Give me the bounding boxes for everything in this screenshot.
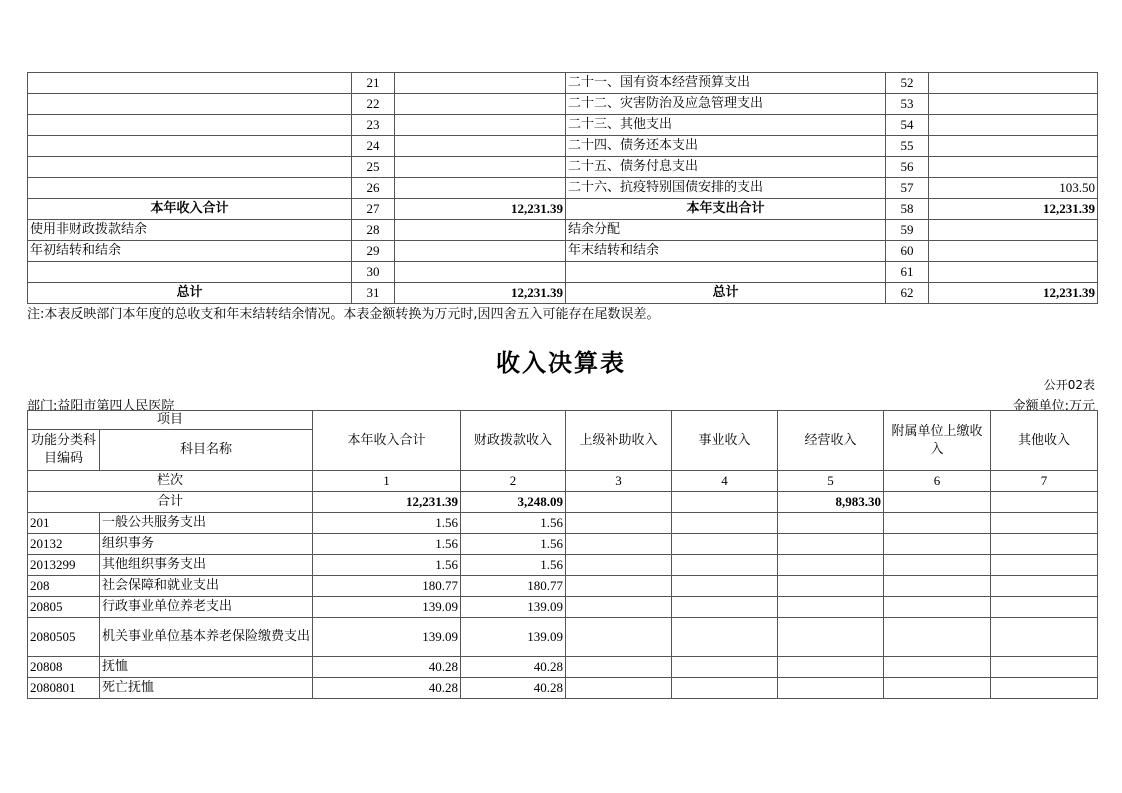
row-left-value <box>395 94 566 115</box>
row-left-number: 25 <box>352 157 395 178</box>
income-value <box>778 657 884 678</box>
income-value <box>778 618 884 657</box>
balance-row <box>28 220 1098 241</box>
income-value <box>672 534 778 555</box>
total-row <box>28 492 1098 513</box>
col-number: 4 <box>672 471 778 492</box>
total-value <box>884 492 991 513</box>
balance-row <box>28 94 1098 115</box>
row-right-number: 52 <box>886 73 929 94</box>
income-value <box>884 618 991 657</box>
income-row <box>28 513 1098 534</box>
income-value <box>991 678 1098 699</box>
income-value <box>991 555 1098 576</box>
row-left-number: 29 <box>352 241 395 262</box>
row-right-value <box>929 220 1098 241</box>
income-value <box>566 597 672 618</box>
income-value <box>778 534 884 555</box>
income-table <box>27 410 1098 699</box>
income-value: 180.77 <box>461 576 566 597</box>
row-right-value <box>929 157 1098 178</box>
subject-name: 机关事业单位基本养老保险缴费支出 <box>100 618 313 657</box>
footnote: 注:本表反映部门本年度的总收支和年末结转结余情况。本表金额转换为万元时,因四舍五入可能存在尾数误差。 <box>27 307 660 322</box>
subject-name: 抚恤 <box>100 657 313 678</box>
income-value <box>884 555 991 576</box>
income-value <box>991 534 1098 555</box>
header-col-7: 其他收入 <box>991 411 1098 471</box>
income-value: 180.77 <box>313 576 461 597</box>
header-item: 项目 <box>28 411 313 430</box>
row-left-label <box>28 73 352 94</box>
row-right-number: 55 <box>886 136 929 157</box>
balance-row <box>28 262 1098 283</box>
row-right-label: 二十三、其他支出 <box>566 115 886 136</box>
header-row <box>28 411 1098 430</box>
income-value: 139.09 <box>313 597 461 618</box>
row-right-value <box>929 136 1098 157</box>
row-left-number: 30 <box>352 262 395 283</box>
income-value <box>884 513 991 534</box>
header-col-4: 事业收入 <box>672 411 778 471</box>
income-value <box>672 576 778 597</box>
income-value <box>991 618 1098 657</box>
row-left-value <box>395 220 566 241</box>
header-col-1: 本年收入合计 <box>313 411 461 471</box>
row-right-number: 53 <box>886 94 929 115</box>
income-value <box>778 597 884 618</box>
income-value: 139.09 <box>313 618 461 657</box>
unit-label: 金额单位:万元 <box>1012 399 1095 414</box>
income-value: 1.56 <box>461 513 566 534</box>
income-value <box>672 657 778 678</box>
row-right-label: 本年支出合计 <box>566 199 886 220</box>
income-value: 139.09 <box>461 618 566 657</box>
income-value <box>778 513 884 534</box>
income-value <box>672 678 778 699</box>
row-right-value <box>929 115 1098 136</box>
row-right-value: 12,231.39 <box>929 283 1098 304</box>
column-number-row <box>28 471 1098 492</box>
subject-code: 20132 <box>28 534 100 555</box>
subject-name: 一般公共服务支出 <box>100 513 313 534</box>
total-value <box>566 492 672 513</box>
subject-code: 2013299 <box>28 555 100 576</box>
row-right-number: 58 <box>886 199 929 220</box>
income-value <box>566 576 672 597</box>
row-right-number: 62 <box>886 283 929 304</box>
income-value: 40.28 <box>313 657 461 678</box>
total-value: 12,231.39 <box>313 492 461 513</box>
header-col-6: 附属单位上缴收入 <box>884 411 991 471</box>
row-right-value: 12,231.39 <box>929 199 1098 220</box>
income-value <box>566 618 672 657</box>
col-number-label: 栏次 <box>28 471 313 492</box>
header-name: 科目名称 <box>100 430 313 471</box>
row-right-label: 二十六、抗疫特别国债安排的支出 <box>566 178 886 199</box>
income-value <box>672 618 778 657</box>
header-col-3: 上级补助收入 <box>566 411 672 471</box>
total-value: 8,983.30 <box>778 492 884 513</box>
subject-name: 其他组织事务支出 <box>100 555 313 576</box>
row-left-value: 12,231.39 <box>395 199 566 220</box>
subject-code: 208 <box>28 576 100 597</box>
balance-row <box>28 178 1098 199</box>
subject-name: 社会保障和就业支出 <box>100 576 313 597</box>
income-value: 1.56 <box>313 513 461 534</box>
row-left-label: 总计 <box>28 283 352 304</box>
row-left-number: 24 <box>352 136 395 157</box>
income-value: 1.56 <box>461 555 566 576</box>
row-left-number: 31 <box>352 283 395 304</box>
row-left-label: 使用非财政拨款结余 <box>28 220 352 241</box>
col-number: 2 <box>461 471 566 492</box>
row-left-value <box>395 115 566 136</box>
row-left-number: 21 <box>352 73 395 94</box>
row-right-value <box>929 241 1098 262</box>
income-value <box>884 576 991 597</box>
income-value <box>778 555 884 576</box>
balance-row <box>28 73 1098 94</box>
income-value <box>884 657 991 678</box>
income-value: 40.28 <box>461 657 566 678</box>
income-value <box>672 555 778 576</box>
row-left-value: 12,231.39 <box>395 283 566 304</box>
row-left-label: 本年收入合计 <box>28 199 352 220</box>
income-value <box>884 597 991 618</box>
row-right-label: 二十五、债务付息支出 <box>566 157 886 178</box>
row-right-label: 二十四、债务还本支出 <box>566 136 886 157</box>
income-row <box>28 555 1098 576</box>
col-number: 6 <box>884 471 991 492</box>
header-col-5: 经营收入 <box>778 411 884 471</box>
income-value <box>778 576 884 597</box>
subject-code: 201 <box>28 513 100 534</box>
income-value <box>566 555 672 576</box>
income-value <box>566 678 672 699</box>
row-left-label <box>28 262 352 283</box>
balance-table <box>27 72 1098 304</box>
subject-code: 20808 <box>28 657 100 678</box>
balance-row <box>28 136 1098 157</box>
row-left-value <box>395 241 566 262</box>
row-left-label <box>28 115 352 136</box>
income-value: 1.56 <box>313 555 461 576</box>
header-col-2: 财政拨款收入 <box>461 411 566 471</box>
col-number: 3 <box>566 471 672 492</box>
income-row <box>28 534 1098 555</box>
subject-name: 行政事业单位养老支出 <box>100 597 313 618</box>
total-value: 3,248.09 <box>461 492 566 513</box>
income-row <box>28 657 1098 678</box>
row-right-number: 54 <box>886 115 929 136</box>
income-value <box>991 597 1098 618</box>
income-value <box>566 513 672 534</box>
income-row <box>28 576 1098 597</box>
income-row <box>28 597 1098 618</box>
total-value <box>672 492 778 513</box>
row-right-label: 二十二、灾害防治及应急管理支出 <box>566 94 886 115</box>
row-left-value <box>395 157 566 178</box>
row-left-value <box>395 178 566 199</box>
income-value: 1.56 <box>461 534 566 555</box>
row-left-value <box>395 136 566 157</box>
row-right-value <box>929 73 1098 94</box>
row-right-number: 59 <box>886 220 929 241</box>
row-right-label <box>566 262 886 283</box>
row-left-label <box>28 136 352 157</box>
col-number: 7 <box>991 471 1098 492</box>
income-value <box>672 597 778 618</box>
row-right-label: 年末结转和结余 <box>566 241 886 262</box>
income-value <box>991 657 1098 678</box>
total-label: 合计 <box>28 492 313 513</box>
balance-row <box>28 157 1098 178</box>
row-right-value <box>929 262 1098 283</box>
row-right-number: 61 <box>886 262 929 283</box>
subject-code: 2080801 <box>28 678 100 699</box>
department-label: 部门:益阳市第四人民医院 <box>27 399 175 414</box>
income-value <box>672 513 778 534</box>
balance-row <box>28 115 1098 136</box>
income-value <box>884 678 991 699</box>
income-value: 139.09 <box>461 597 566 618</box>
row-left-label <box>28 178 352 199</box>
page-title: 收入决算表 <box>496 349 626 377</box>
income-value <box>566 534 672 555</box>
table-number: 公开02表 <box>1043 378 1095 392</box>
income-value <box>778 678 884 699</box>
row-left-label <box>28 157 352 178</box>
row-right-number: 56 <box>886 157 929 178</box>
row-right-label: 总计 <box>566 283 886 304</box>
row-right-value: 103.50 <box>929 178 1098 199</box>
subject-code: 2080505 <box>28 618 100 657</box>
subject-name: 组织事务 <box>100 534 313 555</box>
col-number: 1 <box>313 471 461 492</box>
row-left-number: 22 <box>352 94 395 115</box>
income-value <box>991 576 1098 597</box>
header-code: 功能分类科目编码 <box>28 430 100 471</box>
income-row <box>28 618 1098 657</box>
row-left-number: 27 <box>352 199 395 220</box>
row-left-number: 23 <box>352 115 395 136</box>
income-value: 1.56 <box>313 534 461 555</box>
balance-row <box>28 241 1098 262</box>
row-right-number: 57 <box>886 178 929 199</box>
total-value <box>991 492 1098 513</box>
balance-row <box>28 199 1098 220</box>
row-right-value <box>929 94 1098 115</box>
row-left-label <box>28 94 352 115</box>
row-left-label: 年初结转和结余 <box>28 241 352 262</box>
income-value <box>991 513 1098 534</box>
income-row <box>28 678 1098 699</box>
income-value: 40.28 <box>461 678 566 699</box>
row-left-number: 28 <box>352 220 395 241</box>
row-left-number: 26 <box>352 178 395 199</box>
row-left-value <box>395 73 566 94</box>
row-right-label: 结余分配 <box>566 220 886 241</box>
income-value <box>884 534 991 555</box>
col-number: 5 <box>778 471 884 492</box>
subject-code: 20805 <box>28 597 100 618</box>
row-right-label: 二十一、国有资本经营预算支出 <box>566 73 886 94</box>
row-left-value <box>395 262 566 283</box>
income-value: 40.28 <box>313 678 461 699</box>
balance-row <box>28 283 1098 304</box>
row-right-number: 60 <box>886 241 929 262</box>
subject-name: 死亡抚恤 <box>100 678 313 699</box>
income-value <box>566 657 672 678</box>
